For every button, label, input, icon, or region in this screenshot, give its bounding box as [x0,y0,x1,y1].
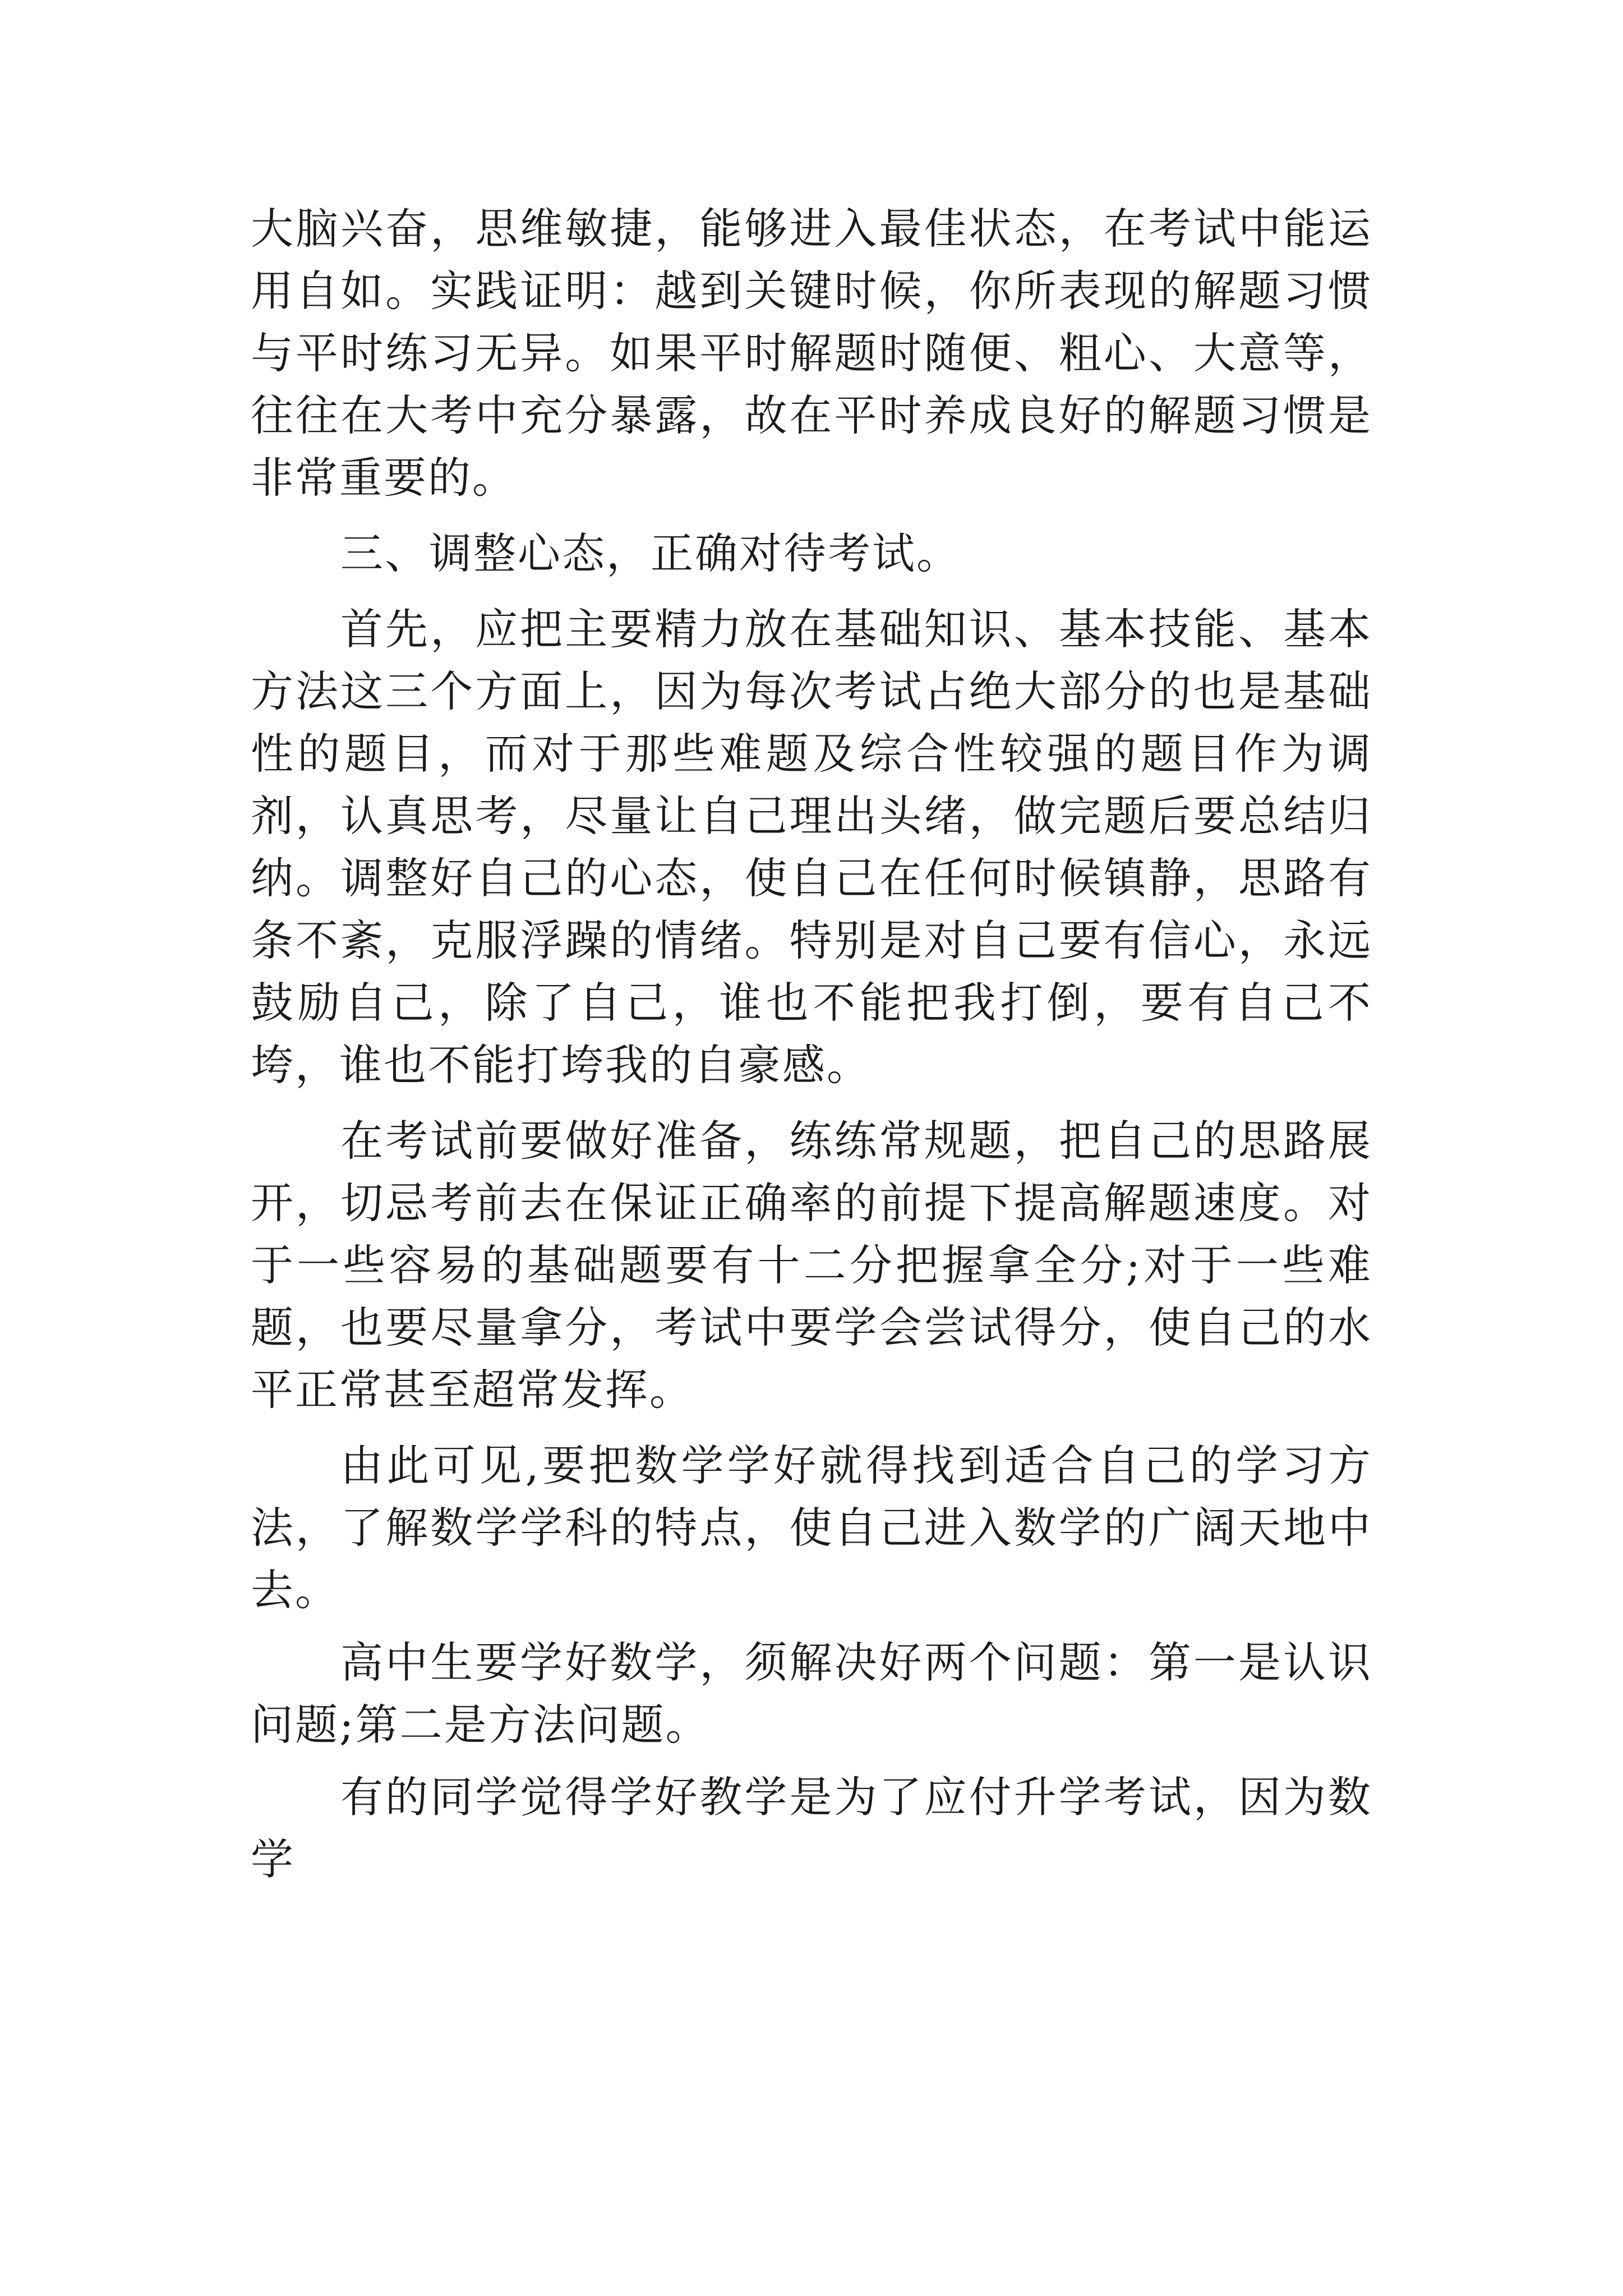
document-body [251,197,1372,1890]
paragraph: 有的同学觉得学好教学是为了应付升学考试，因为数学 [251,1772,1372,1884]
paragraph: 在考试前要做好准备，练练常规题，把自己的思路展开，切忌考前去在保证正确率的前提下提高解题速度。对于一些容易的基础题要有十二分把握拿全分;对于一些难题，也要尽量拿分，考试中要学会尝试得分，使自己的水平正常甚至超常发挥。 [251,1116,1372,1415]
paragraph-continuation: 大脑兴奋，思维敏捷，能够进入最佳状态，在考试中能运用自如。实践证明：越到关键时候，你所表现的解题习惯与平时练习无异。如果平时解题时随便、粗心、大意等，往往在大考中充分暴露，故在平时养成良好的解题习惯是非常重要的。 [251,204,1372,503]
paragraph: 高中生要学好数学，须解决好两个问题：第一是认识问题;第二是方法问题。 [251,1637,1372,1750]
section-heading: 三、调整心态，正确对待考试。 [340,528,961,578]
paragraph: 首先，应把主要精力放在基础知识、基本技能、基本方法这三个方面上，因为每次考试占绝大部分的也是基础性的题目，而对于那些难题及综合性较强的题目作为调剂，认真思考，尽量让自己理出头绪，做完题后要总结归纳。调整好自己的心态，使自己在任何时候镇静，思路有条不紊，克服浮躁的情绪。特别是对自己要有信心，永远鼓励自己，除了自己，谁也不能把我打倒，要有自己不垮，谁也不能打垮我的自豪感。 [251,604,1372,1090]
paragraph: 由此可见,要把数学学好就得找到适合自己的学习方法，了解数学学科的特点，使自己进入数学的广阔天地中去。 [251,1441,1372,1615]
